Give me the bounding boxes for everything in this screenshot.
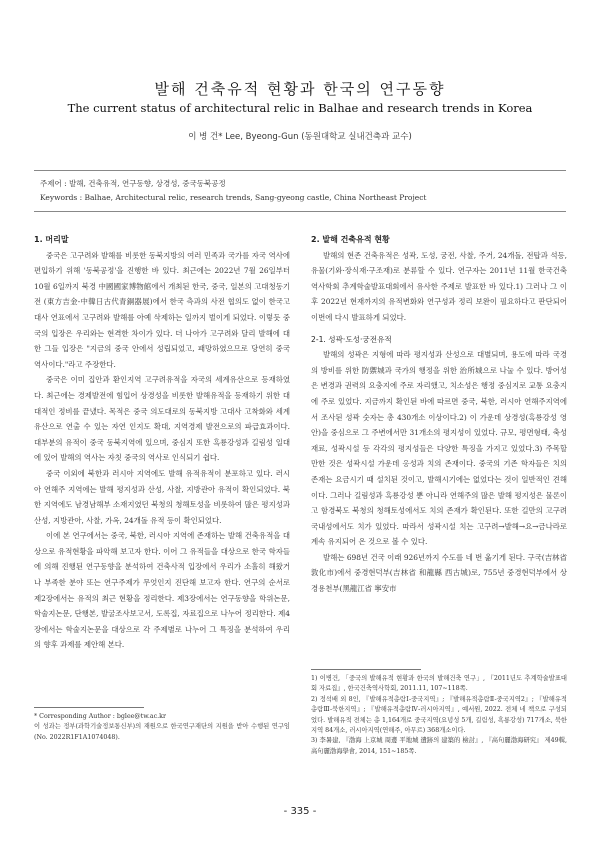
footnote-text: 이 성과는 정부(과학기술정보통신부)의 재원으로 한국연구재단의 지원을 받아 수행된 연구임(No. 2022R1F1A1074048). <box>34 723 290 741</box>
footnote-text: 3) 李暑建, 『渤海 上京城 周邊 平地城 遺跡의 建築的 檢討』, 『高句麗渤海研究』 제49輯, 高句麗渤海學會, 2014, 151~185쪽. <box>311 737 567 755</box>
section-title-status: 2. 발해 건축유적 현황 <box>311 235 390 244</box>
paragraph: 발해는 698년 건국 이래 926년까지 수도를 네 번 옮기게 된다. 구국(吉林省 敦化市)에서 중경현덕부(吉林省 和龍縣 西古城)로, 755년 중경현덕부에서 상경용천부(黑龍江省 寧安市 <box>311 552 567 594</box>
left-column <box>34 232 290 653</box>
page-number: - 335 - <box>283 806 317 817</box>
footnote-divider <box>311 669 421 670</box>
footnote-text: 2) 정석배 외 8인, 『발해유적총람Ⅰ-중국지역』; 『발해유적총람Ⅱ-중국지역2』; 『발해유적총람Ⅲ-북한지역』; 『발해유적총람Ⅳ-러시아지역』, 예서원, 2022. 전체 네 책으로 구성되었다. 발해유적 전체는 총 1,164개로 중국지역(요녕성 5개, 길림성, 흑룡강성) 717개소, 북한지역 84개소, 러시아지역(연해주, 아무르) 368개소이다. <box>311 695 567 735</box>
keyword-box <box>34 170 566 212</box>
paragraph: 중국은 이미 집안과 환인지역 고구려유적을 자국의 세계유산으로 등재하였다. 최근에는 경제발전에 힘입어 상경성을 비롯한 발해유적을 등재하기 위한 대대적인 정비를 끝냈다. 목적은 중국 의도대로의 동북지방 고대사 고착화와 세계유산으로 연출 수 있는 자연 인지도 확대, 지역경제 발전으로의 파급효과이다. 대부분의 유적이 중국 동북지역에 있으며, 중심지 또한 흑룡강성과 길림성 일대에 있어 발해의 역사는 자칫 중국의 역사로 인식되기 쉽다. <box>34 375 290 463</box>
footnote-text: * Corresponding Author : bglee@tw.ac.kr <box>34 713 166 720</box>
authors-line: 이 병 건* Lee, Byeong-Gun (동원대학교 실내건축과 교수) <box>188 132 412 142</box>
right-column <box>311 232 567 597</box>
left-footnote <box>34 712 290 743</box>
paragraph: 발해의 성곽은 지형에 따라 평지성과 산성으로 대별되며, 용도에 따라 국경의 방비를 위한 防禦城과 국가의 행정을 위한 治所城으로 나눌 수 있다. 방어성은 변경과 권력의 요충지에 주로 자리했고, 치소성은 행정 중심지로 교통 요충지에 주로 있었다. 지금까지 확인된 바에 따르면 중국, 북한, 러시아 연해주지역에서 조사된 성곽 숫자는 총 430개소 이상이다.2) 이 가운데 상경성(흑룡강성 영안)을 중심으로 그 주변에서만 31개소의 평지성이 있었다. 규모, 평면형태, 축성재료, 성곽시설 등 각각의 평지성들은 다양한 특징을 가지고 있었다.3) 주목할 만한 것은 성곽시설 가운데 옹성과 치의 존재이다. 중국의 기존 학자들은 치의 존재는 요금시기 때 설치된 것이고, 발해시기에는 없었다는 것이 일반적인 견해이다. 그러나 길림성과 흑룡강성 뿐 아니라 연해주의 많은 발해 평지성은 물론이고 함경북도 북청의 청해토성에서도 치의 존재가 확인된다. 또한 길만의 고구려 국내성에서도 치가 있었다. 따라서 성곽시설 치는 고구려→발해→요→금나라로 계속 유지되어 온 것으로 볼 수 있다. <box>311 350 567 547</box>
section-title-introduction: 1. 머리말 <box>34 235 69 244</box>
footnote-divider <box>34 707 144 708</box>
right-footnotes <box>311 674 567 757</box>
paragraph: 중국 이외에 북한과 러시아 지역에도 발해 유적유적이 분포하고 있다. 러시아 연해주 지역에는 발해 평지성과 산성, 사찰, 지방관아 유적이 확인되었다. 북한 지역에도 남경남해부 소재지였던 북청의 청해토성을 비롯하여 많은 평지성과 산성, 지방관아, 사찰, 가옥, 24개돌 유적 등이 확인되었다. <box>34 468 290 525</box>
paper-title: 발해 건축유적 현황과 한국의 연구동향 <box>154 80 446 98</box>
paragraph: 이에 본 연구에서는 중국, 북한, 러시아 지역에 존재하는 발해 건축유적을 대상으로 유적현황을 파악해 보고자 한다. 이어 그 유적들을 대상으로 한국 학자들에 의해 진행된 연구동향을 분석하여 건축사적 입장에서 우리가 소홀히 해왔거나 부족한 분야 또는 연구주제가 무엇인지 진단해 보고자 한다. 연구의 순서로 제2장에서는 유적의 최근 현황을 정리한다. 제3장에서는 연구동향을 학위논문, 학술지논문, 단행본, 발굴조사보고서, 도록집, 자료집으로 나누어 정리한다. 제4장에서는 학술지논문을 대상으로 각 주제별로 나누어 그 특징을 분석하여 우리의 향후 과제를 제안해 본다. <box>34 531 290 650</box>
keywords-korean: 주제어 : 발해, 건축유적, 연구동향, 상경성, 중국동북공정 <box>40 179 226 188</box>
paper-subtitle: The current status of architectural relic in Balhae and research trends in Korea <box>67 101 533 115</box>
paragraph: 중국은 고구려와 발해를 비롯한 동북지방의 여러 민족과 국가를 자국 역사에 편입하기 위해 '동북공정'을 진행한 바 있다. 최근에는 2022년 7월 26일부터 10월 6일까지 북경 中國國家博物館에서 개최된 한국, 중국, 일본의 고대청동기전 (東方吉金-中韓日古代青銅器展)에서 한국 측과의 사전 협의도 없이 한국고대사 연표에서 고구려와 발해를 아예 삭제하는 일까지 벌이게 되었다. 이렇듯 중국의 입장은 우리와는 현격한 차이가 있다. 더 나아가 고구려와 달리 발해에 대한 그들 입장은 "지금의 중국 안에서 성립되었고, 패망하였으므로 당연히 중국 역사이다."라고 주장한다. <box>34 250 290 369</box>
subsection-title: 2-1. 성곽·도성·궁전유적 <box>311 334 392 344</box>
footnote-text: 1) 이병건, 「중국의 발해유적 현황과 한국의 발해건축 연구」, 『2011년도 추계학술발표대회 자료집』, 한국건축역사학회, 2011.11, 107~118쪽. <box>311 675 567 693</box>
keywords-english: Keywords : Balhae, Architectural relic, research trends, Sang-gyeong castle, China Northeast Project <box>40 193 427 202</box>
paragraph: 발해의 현존 건축유적은 성곽, 도성, 궁전, 사찰, 주거, 24개돌, 전탑과 석등, 유물(기와·장식재·구조재)로 분류할 수 있다. 연구자는 2011년 11월 한국건축역사학회 추계학술발표대회에서 유사한 주제로 발표한 바 있다.1) 그러나 그 이후 2022년 현재까지의 유적변화와 연구성과 정리 보완이 필요하다고 판단되어 이번에 다시 발표하게 되었다. <box>311 250 567 322</box>
